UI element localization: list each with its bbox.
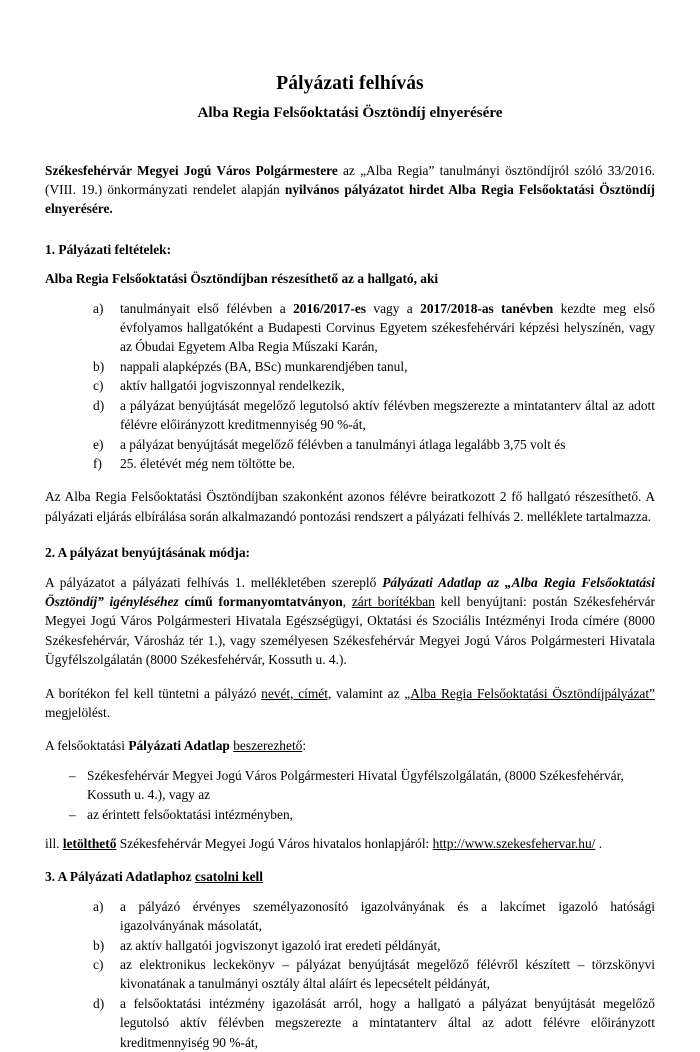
spacer [45,473,655,487]
list-item [93,994,655,1052]
list-marker: c) [93,957,104,973]
s2p3-a: A felsőoktatási [45,738,129,754]
s2p4-a: ill. [45,836,63,851]
intro-lead-bold: Székesfehérvár Megyei Jogú Város Polgármestere [45,162,338,178]
item-text-part1: tanulmányait első félévben a [120,300,294,316]
spacer [45,722,655,736]
list-item [93,376,655,395]
list-item [93,357,655,376]
s2p3-obtainable: beszerezhető [233,738,303,754]
list-item [93,897,655,936]
list-marker: b) [93,358,105,374]
list-marker: d) [93,995,105,1011]
list-item [93,454,655,473]
intro-text-1: az „Alba Regia” tanulmányi ösztöndíjról szóló 33/2016. (VIII. 19.) önkormányzati rendelet alapján [45,162,655,198]
s3-heading-attach: csatolni kell [194,869,263,885]
section2-paragraph-1 [45,573,655,670]
item-text-part3: kezdte meg első évfolyamos hallgatóként a Budapesti Corvinus Egyetem székesfehérvári képzési helyszínén, vagy az Óbudai Egyetem Alba Regia Műszaki Karán, [120,300,655,355]
list-item [93,396,655,435]
section2-heading: 2. A pályázat benyújtásának módja: [45,545,250,561]
list-marker: a) [93,300,104,316]
list-marker: b) [93,937,105,953]
section3-heading [45,867,655,886]
s2p2-c: megjelölést. [45,704,111,720]
item-text: aktív hallgatói jogviszonnyal rendelkezik, [120,378,345,394]
list-item [69,766,655,805]
item-text: nappali alapképzés (BA, BSc) munkarendjében tanul, [120,358,408,374]
spacer [45,563,655,573]
section2-paragraph-2 [45,684,655,723]
s2p3-c: : [302,738,307,754]
s2p2-envelope-marking: „Alba Regia Felsőoktatási Ösztöndíjpályázat” [404,685,655,701]
intro-block [45,161,655,219]
s2p2-a: A borítékon fel kell tüntetni a pályázó [45,685,262,701]
spacer [45,219,655,240]
s2p2-name-address: nevét, címét, [261,685,332,701]
list-marker: a) [93,898,104,914]
spacer [45,824,655,834]
intro-paragraph [45,161,655,219]
s2p4-downloadable: letölthető [62,836,117,851]
section2-paragraph-3 [45,736,655,755]
list-item [93,299,655,357]
item-text: Székesfehérvár Megyei Jogú Város Polgármesteri Hivatal Ügyfélszolgálatán, (8000 Székesfehérvár, Kossuth u. 4.), vagy az [87,767,624,803]
item-text: az aktív hallgatói jogviszonyt igazoló irat eredeti példányát, [120,937,441,953]
list-item [93,955,655,994]
list-marker: d) [93,397,105,413]
s2p1-c: , [342,593,352,609]
spacer [45,289,655,299]
s2p2-b: valamint az [331,685,405,701]
section1-subheading: Alba Regia Felsőoktatási Ösztöndíjban részesíthető az a hallgató, aki [45,271,439,287]
s2p1-sealed-envelope: zárt borítékban [351,593,435,609]
spacer [45,526,655,543]
section2-sources-list [45,766,655,824]
section1-conditions-list [45,299,655,474]
item-bold-2: 2017/2018-as tanévben [420,300,554,316]
website-link[interactable]: http://www.szekesfehervar.hu/ [432,836,596,851]
page-subtitle: Alba Regia Felsőoktatási Ösztöndíj elnyerésére [197,104,503,122]
list-marker: f) [93,455,102,471]
item-text: az elektronikus leckekönyv – pályázat benyújtását megelőző félévről készített – törzskönyvi kivonatának a tanulmányi osztály által aláírt és lepecsételt példányát, [120,957,655,992]
spacer [45,887,655,897]
item-text: a pályázat benyújtását megelőző félévben a tanulmányi átlaga legalább 3,75 volt és [120,436,566,452]
item-text: 25. életévét még nem töltötte be. [120,455,296,471]
s3-heading-a: 3. A Pályázati Adatlaphoz [45,869,195,885]
s2p3-form-label: Pályázati Adatlap [128,738,234,754]
section2-paragraph-4 [45,834,655,853]
dash-icon: – [69,806,76,822]
s2p4-c: . [595,836,603,851]
spacer [45,853,655,867]
list-item [69,805,655,824]
s2p1-form-name: Pályázati Adatlap az „Alba Regia Felsőoktatási Ösztöndíj” igényléséhez [45,574,655,609]
section1-heading: 1. Pályázati feltételek: [45,241,172,257]
item-text-part2: vagy a [365,300,421,316]
item-bold-1: 2016/2017-es [293,300,366,316]
dash-icon: – [69,767,76,783]
spacer [45,756,655,766]
list-marker: e) [93,436,104,452]
spacer [45,259,655,269]
item-text: a pályázat benyújtását megelőző legutolsó aktív félévben megszerezte a mintatanterv által az adott félévre előirányzott kreditmennyiség 90 %-át, [120,397,655,433]
section3-attachments-list [45,897,655,1052]
section1-closing-paragraph: Az Alba Regia Felsőoktatási Ösztöndíjban szakonként azonos félévre beiratkozott 2 fő hallgató részesíthető. A pályázati eljárás elbírálása során alkalmazandó pontozási rendszert a pályázati felhívás 2. melléklete tartalmazza. [45,489,655,524]
s2p1-b: című formanyomtatványon [178,593,343,609]
list-item [93,435,655,454]
item-text: a felsőoktatási intézmény igazolását arról, hogy a hallgató a pályázat benyújtását megelőző legutolsó aktív félévben megszerezte a mintatanterv által az adott félévre előirányzott kreditmennyiség 90 %-át, [120,995,655,1050]
intro-bold-2: nyilvános pályázatot hirdet Alba Regia Felsőoktatási Ösztöndíj elnyerésére. [45,182,655,217]
spacer [45,670,655,684]
page-title: Pályázati felhívás [276,73,424,94]
list-item [93,936,655,955]
item-text: a pályázó érvényes személyazonosító igazolványának és a lakcímet igazoló hatósági igazolványának másolatát, [120,898,655,934]
s2p4-b: Székesfehérvár Megyei Jogú Város hivatalos honlapjáról: [116,836,433,851]
item-text: az érintett felsőoktatási intézményben, [87,806,293,822]
s2p1-d: kell benyújtani: postán Székesfehérvár Megyei Jogú Város Polgármesteri Hivatala Egészségügyi, Oktatási és Szociális Intézményi Iroda címére (8000 Székesfehérvár, Városház tér 1.), vagy személyesen Székesfehérvár Megyei Jogú Város Polgármesteri Hivatala Ügyfélszolgálatán (8000 Székesfehérvár, Kossuth u. 4.). [45,593,655,668]
list-marker: c) [93,378,104,394]
s2p1-a: A pályázatot a pályázati felhívás 1. mellékletében szereplő [45,574,383,590]
